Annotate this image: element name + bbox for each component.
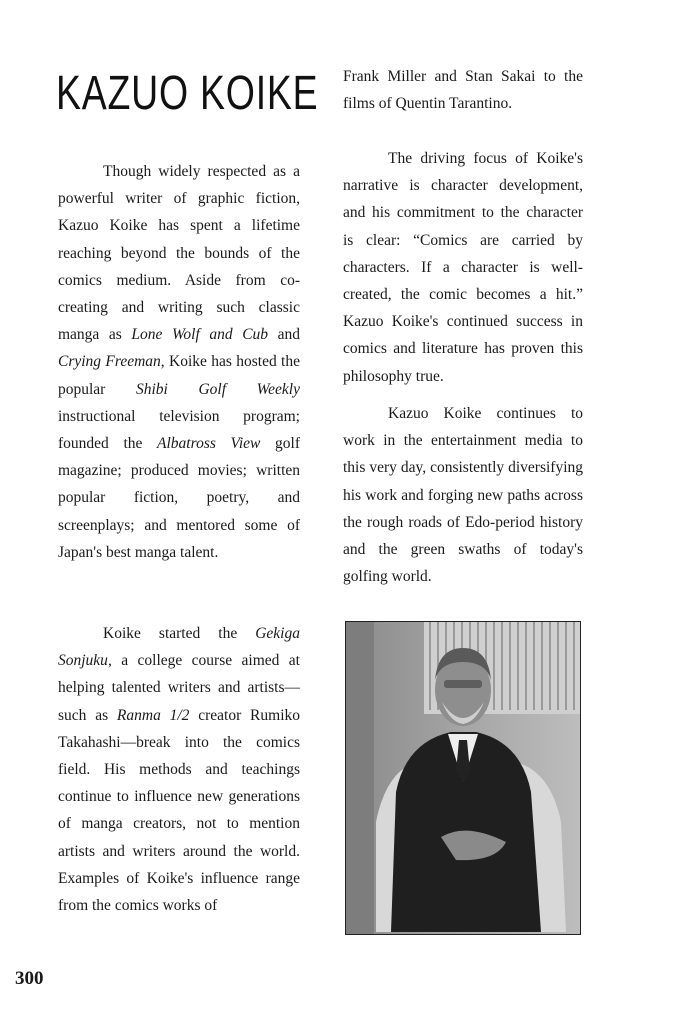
right-column-lower — [343, 400, 583, 590]
italic-title-text: Lone Wolf and Cub — [131, 326, 269, 344]
italic-title-text: Albatross View — [157, 435, 261, 453]
body-text: creator Rumiko Takahashi—break into the comics field. His methods and teachings continue to influence new generations of manga creators, not to mention artists and writers around the world. Examples of Koike's influence range from the comics works of — [58, 706, 300, 915]
body-text: golf magazine; produced movies; written popular fiction, poetry, and screenplays; and mentored some of Japan's best manga talent. — [58, 435, 300, 561]
photo-glasses — [444, 680, 482, 688]
author-portrait-image — [346, 622, 580, 934]
body-text: Though widely respected as a powerful writer of graphic fiction, Kazuo Koike has spent a lifetime reaching beyond the bounds of the comics medium. Aside from co-creating and writing such classic manga as — [58, 163, 300, 344]
body-text: Koike started the — [103, 625, 256, 642]
italic-title-text: Ranma 1/2 — [116, 706, 190, 724]
right-column-continuation — [343, 63, 583, 117]
body-text: , Koike has hosted the popular — [58, 353, 300, 398]
paragraph-continuation: Frank Miller and Stan Sakai to the films of Quentin Tarantino. — [343, 68, 583, 113]
page-title: KAZUO KOIKE — [56, 67, 319, 120]
photo-wall-shadow — [346, 622, 374, 934]
body-text: , a college course aimed at helping talented writers and artists—such as — [58, 652, 300, 724]
italic-title-text: Gekiga Sonjuku — [58, 625, 300, 670]
author-photo — [345, 621, 581, 935]
left-column-bottom — [58, 620, 300, 919]
paragraph-intro — [58, 158, 300, 566]
left-column-top — [58, 158, 300, 566]
right-column-middle — [343, 145, 583, 390]
body-text: and — [268, 326, 300, 344]
paragraph-character-focus: The driving focus of Koike's narrative is character development, and his commitment to the character is clear: “Comics are carried by characters. If a character is well-created, the comic becomes a hit.” Kazuo Koike's continued success in comics and literature has proven this philosophy true. — [343, 150, 583, 385]
italic-title-text: Shibi Golf Weekly — [135, 380, 300, 398]
paragraph-gekiga-sonjuku — [58, 620, 300, 919]
paragraph-continues: Kazuo Koike continues to work in the entertainment media to this very day, consistently diversifying his work and forging new paths across the rough roads of Edo-period history and the green swaths of today's golfing world. — [343, 405, 583, 586]
page-number: 300 — [15, 968, 44, 989]
body-text: instructional television program; founded the — [58, 407, 300, 453]
italic-title-text: Crying Freeman — [58, 353, 161, 371]
